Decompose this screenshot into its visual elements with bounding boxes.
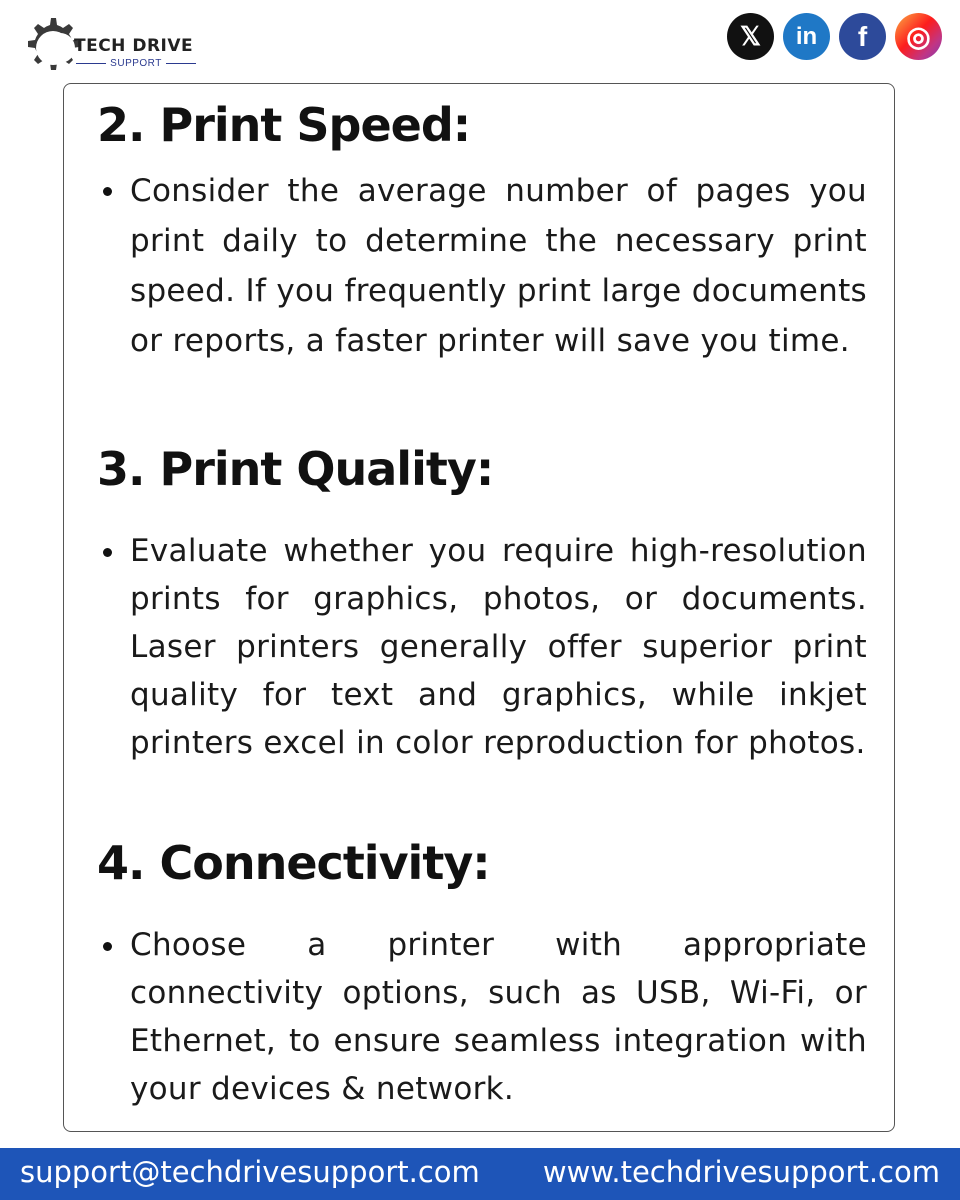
section-heading: 2. Print Speed:: [97, 98, 471, 152]
bullet-item: Evaluate whether you require high-resolution prints for graphics, photos, or documents. Laser printers generally offer superior print quality for text and graphics, while inkjet printers excel in color reproduction for photos.: [130, 527, 867, 767]
bullet-item: Choose a printer with appropriate connectivity options, such as USB, Wi-Fi, or Ethernet, to ensure seamless integration with your devices & network.: [130, 921, 867, 1113]
divider: [76, 63, 106, 64]
email-link[interactable]: support@techdrivesupport.com: [20, 1155, 480, 1189]
instagram-icon[interactable]: ◎: [895, 13, 942, 60]
brand-logo: [16, 12, 196, 82]
social-links: [727, 13, 942, 60]
linkedin-icon[interactable]: in: [783, 13, 830, 60]
content-card: [63, 83, 895, 1132]
divider: [166, 63, 196, 64]
facebook-icon[interactable]: f: [839, 13, 886, 60]
website-link[interactable]: www.techdrivesupport.com: [542, 1155, 940, 1189]
brand-sub-label: SUPPORT: [110, 58, 162, 69]
bullet-item: Consider the average number of pages you print daily to determine the necessary print speed. If you frequently print large documents or reports, a faster printer will save you time.: [130, 166, 867, 366]
section-heading: 3. Print Quality:: [97, 442, 494, 496]
brand-name: TECH DRIVE: [74, 36, 194, 56]
section-heading: 4. Connectivity:: [97, 836, 490, 890]
brand-subtitle: [76, 58, 196, 69]
x-icon[interactable]: 𝕏: [727, 13, 774, 60]
footer-bar: [0, 1148, 960, 1200]
